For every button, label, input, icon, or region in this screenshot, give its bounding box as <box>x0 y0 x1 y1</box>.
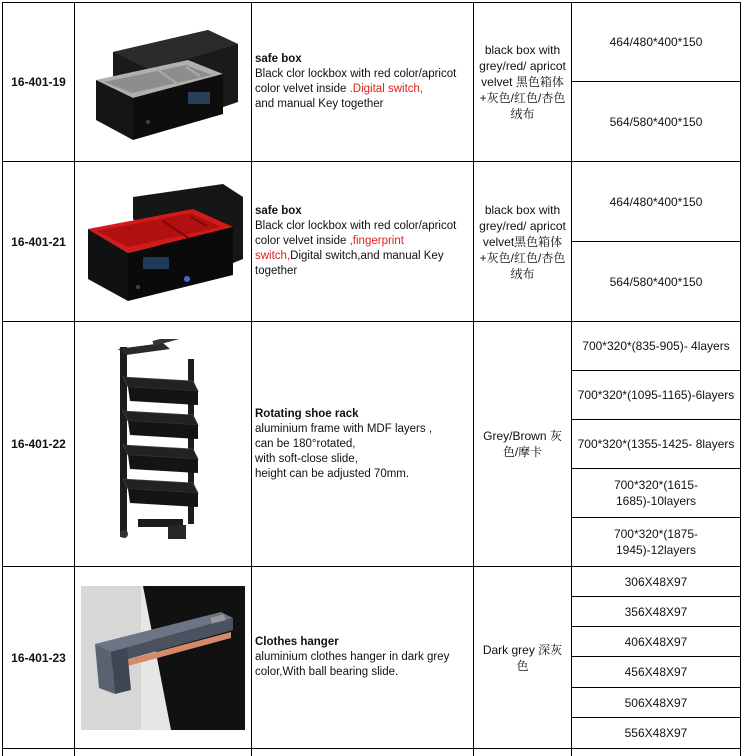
product-title: safe box <box>255 205 302 217</box>
description-text <box>255 67 473 112</box>
product-color: Dark grey 深灰色 <box>482 642 563 673</box>
product-size: 464/480*400*150 <box>609 35 703 49</box>
product-size: 506X48X97 <box>624 695 688 710</box>
product-image <box>75 567 251 748</box>
clothes-hanger-rail-icon <box>81 586 245 730</box>
product-title: Rotating shoe rack <box>255 407 359 420</box>
product-code: 16-401-19 <box>11 75 66 89</box>
product-size: 700*320*(835-905)- 4layers <box>582 339 730 353</box>
product-size: 700*320*(1615-1685)-10layers <box>613 478 699 508</box>
product-size: 464/480*400*150 <box>609 194 703 209</box>
black-safe-box-grey-lining-icon <box>88 22 238 142</box>
description-part: Digital switch,and manual Key together <box>255 250 444 277</box>
product-size: 564/580*400*150 <box>609 114 703 129</box>
product-size: 406X48X97 <box>624 634 688 649</box>
product-code: 16-401-22 <box>11 437 66 451</box>
product-title: safe box <box>255 53 302 65</box>
product-size: 556X48X97 <box>624 726 688 740</box>
description-line: with soft-close slide, <box>255 452 358 465</box>
black-safe-box-red-lining-icon <box>83 179 243 304</box>
description-line: can be 180°rotated, <box>255 437 356 450</box>
description-highlight: .Digital switch, <box>349 83 424 95</box>
product-size: 700*320*(1355-1425- 8layers <box>577 437 735 451</box>
table-rule <box>740 2 741 756</box>
product-size: 700*320*(1875-1945)-12layers <box>613 527 699 557</box>
product-size: 700*320*(1095-1165)-6layers <box>577 388 735 402</box>
product-color: black box with grey/red/ apricot velvet黑色箱体+灰色/红色/杏色绒布 <box>479 202 566 281</box>
product-description <box>252 322 473 566</box>
description-text <box>255 219 473 279</box>
description-text: aluminium clothes hanger in dark grey color,With ball bearing slide. <box>255 651 450 678</box>
product-image <box>75 3 251 161</box>
product-size: 456X48X97 <box>624 665 688 679</box>
product-image <box>75 322 251 566</box>
description-part: Black clor lockbox with red color/apricot color velvet inside <box>255 68 457 95</box>
product-description <box>252 162 473 321</box>
product-size: 306X48X97 <box>624 574 688 589</box>
product-size: 356X48X97 <box>624 604 688 619</box>
product-description <box>252 567 473 748</box>
description-line: aluminium frame with MDF layers , <box>255 422 433 435</box>
description-part: and manual Key together <box>255 98 384 110</box>
product-color: black box with grey/red/ apricot velvet 黑色箱体+灰色/红色/杏色绒布 <box>479 43 566 121</box>
product-description <box>252 3 473 161</box>
product-color: Grey/Brown 灰色/摩卡 <box>483 429 562 459</box>
product-image <box>75 162 251 321</box>
rotating-shoe-rack-icon <box>108 339 218 549</box>
product-code: 16-401-23 <box>11 650 66 665</box>
product-size: 564/580*400*150 <box>609 274 703 289</box>
product-title: Clothes hanger <box>255 636 339 648</box>
table-rule <box>2 748 741 749</box>
description-highlight: ,fingerprint switch, <box>255 235 404 262</box>
description-part: Black clor lockbox with red color/apricot color velvet inside <box>255 220 457 247</box>
description-line: height can be adjusted 70mm. <box>255 467 410 480</box>
product-code: 16-401-21 <box>11 234 66 249</box>
